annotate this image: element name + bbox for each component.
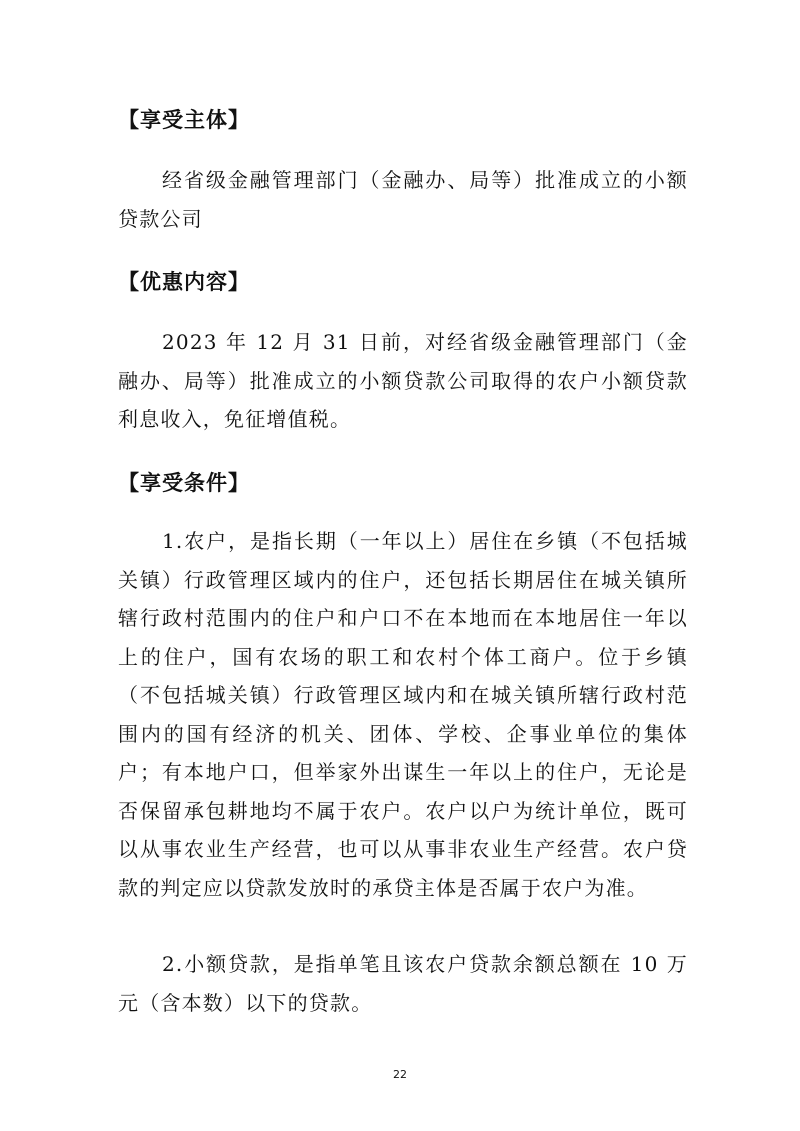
- paragraph-condition-farmer: 1.农户，是指长期（一年以上）居住在乡镇（不包括城关镇）行政管理区域内的住户，还包括长期居住在城关镇所辖行政村范围内的住户和户口不在本地而在本地居住一年以上的住户，国有农场的职工和农村个体工商户。位于乡镇（不包括城关镇）行政管理区域内和在城关镇所辖行政村范围内的国有经济的机关、团体、学校、企事业单位的集体户；有本地户口，但举家外出谋生一年以上的住户，无论是否保留承包耕地均不属于农户。农户以户为统计单位，既可以从事农业生产经营，也可以从事非农业生产经营。农户贷款的判定应以贷款发放时的承贷主体是否属于农户为准。: [118, 529, 688, 900]
- section-heading-conditions: 【享受条件】: [118, 471, 250, 495]
- paragraph-recipients: 经省级金融管理部门（金融办、局等）批准成立的小额贷款公司: [118, 168, 688, 231]
- page-number: 22: [393, 1068, 407, 1081]
- paragraph-benefits: 2023 年 12 月 31 日前，对经省级金融管理部门（金融办、局等）批准成立的小额贷款公司取得的农户小额贷款利息收入，免征增值税。: [118, 330, 688, 431]
- paragraph-condition-microloan: 2.小额贷款，是指单笔且该农户贷款余额总额在 10 万元（含本数）以下的贷款。: [118, 952, 688, 1015]
- section-heading-recipients: 【享受主体】: [118, 108, 250, 132]
- section-heading-benefits: 【优惠内容】: [118, 270, 250, 294]
